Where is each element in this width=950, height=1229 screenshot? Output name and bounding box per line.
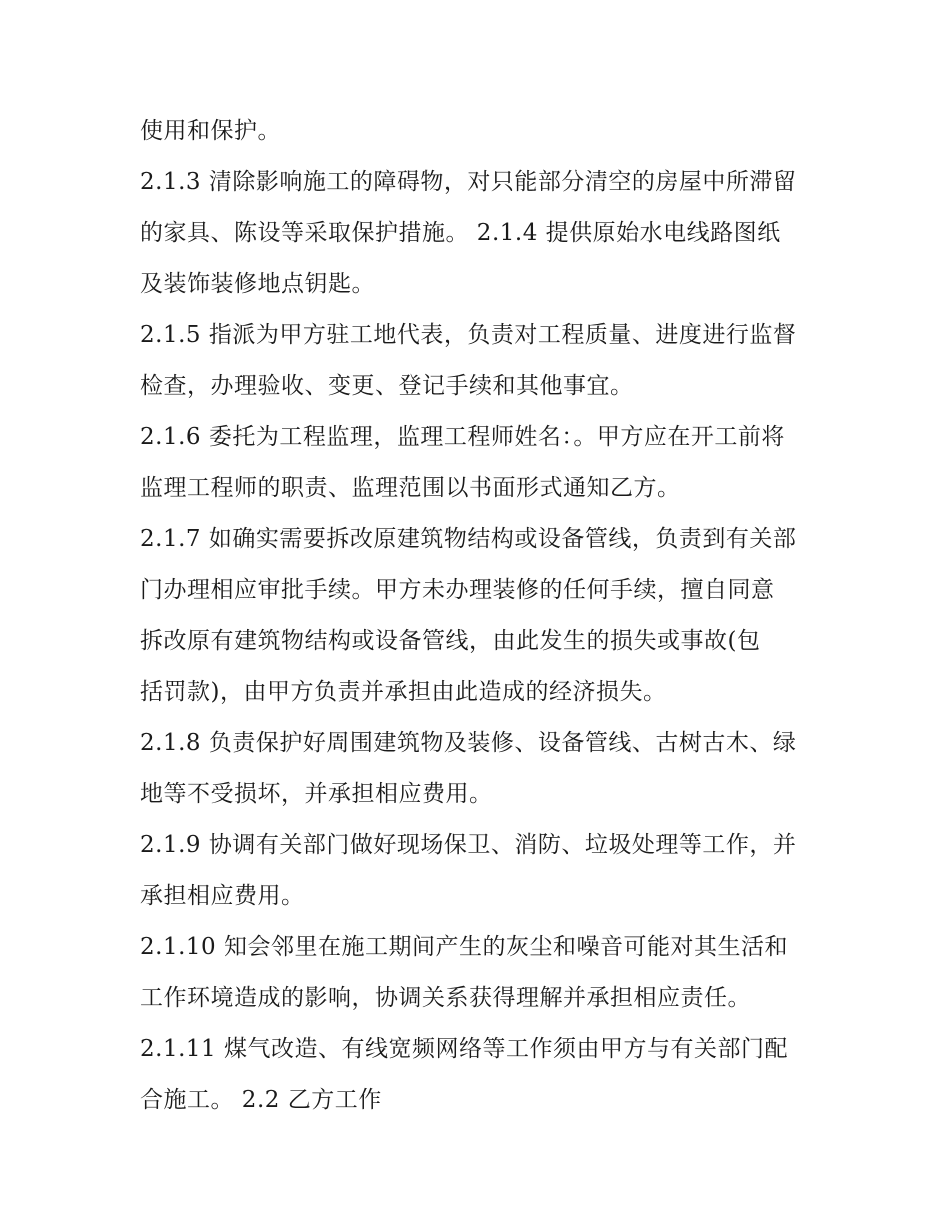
text-line: 2.1.8 负责保护好周围建筑物及装修、设备管线、古树古木、绿 <box>140 730 797 756</box>
text-line: 使用和保护。 <box>140 118 281 144</box>
text-line: 2.1.11 煤气改造、有线宽频网络等工作须由甲方与有关部门配 <box>140 1036 788 1062</box>
text-line: 的家具、陈设等采取保护措施。 2.1.4 提供原始水电线路图纸 <box>140 220 781 246</box>
text-line: 监理工程师的职责、监理范围以书面形式通知乙方。 <box>140 475 681 501</box>
document-body <box>140 106 830 1126</box>
text-line: 括罚款)，由甲方负责并承担由此造成的经济损失。 <box>140 679 667 705</box>
text-line: 地等不受损坏，并承担相应费用。 <box>140 781 493 807</box>
text-line: 2.1.10 知会邻里在施工期间产生的灰尘和噪音可能对其生活和 <box>140 934 788 960</box>
text-line: 2.1.7 如确实需要拆改原建筑物结构或设备管线，负责到有关部 <box>140 526 797 552</box>
text-line: 门办理相应审批手续。甲方未办理装修的任何手续，擅自同意 <box>140 577 775 603</box>
text-line: 2.1.9 协调有关部门做好现场保卫、消防、垃圾处理等工作，并 <box>140 832 797 858</box>
text-line: 2.1.6 委托为工程监理，监理工程师姓名：。甲方应在开工前将 <box>140 424 785 450</box>
text-line: 及装饰装修地点钥匙。 <box>140 271 375 297</box>
text-line: 合施工。 2.2 乙方工作 <box>140 1087 382 1113</box>
text-line: 2.1.3 清除影响施工的障碍物，对只能部分清空的房屋中所滞留 <box>140 169 797 195</box>
text-line: 检查，办理验收、变更、登记手续和其他事宜。 <box>140 373 634 399</box>
text-line: 2.1.5 指派为甲方驻工地代表，负责对工程质量、进度进行监督 <box>140 322 797 348</box>
text-line: 工作环境造成的影响，协调关系获得理解并承担相应责任。 <box>140 985 751 1011</box>
text-line: 承担相应费用。 <box>140 883 305 909</box>
text-line: 拆改原有建筑物结构或设备管线，由此发生的损失或事故(包 <box>140 628 761 654</box>
